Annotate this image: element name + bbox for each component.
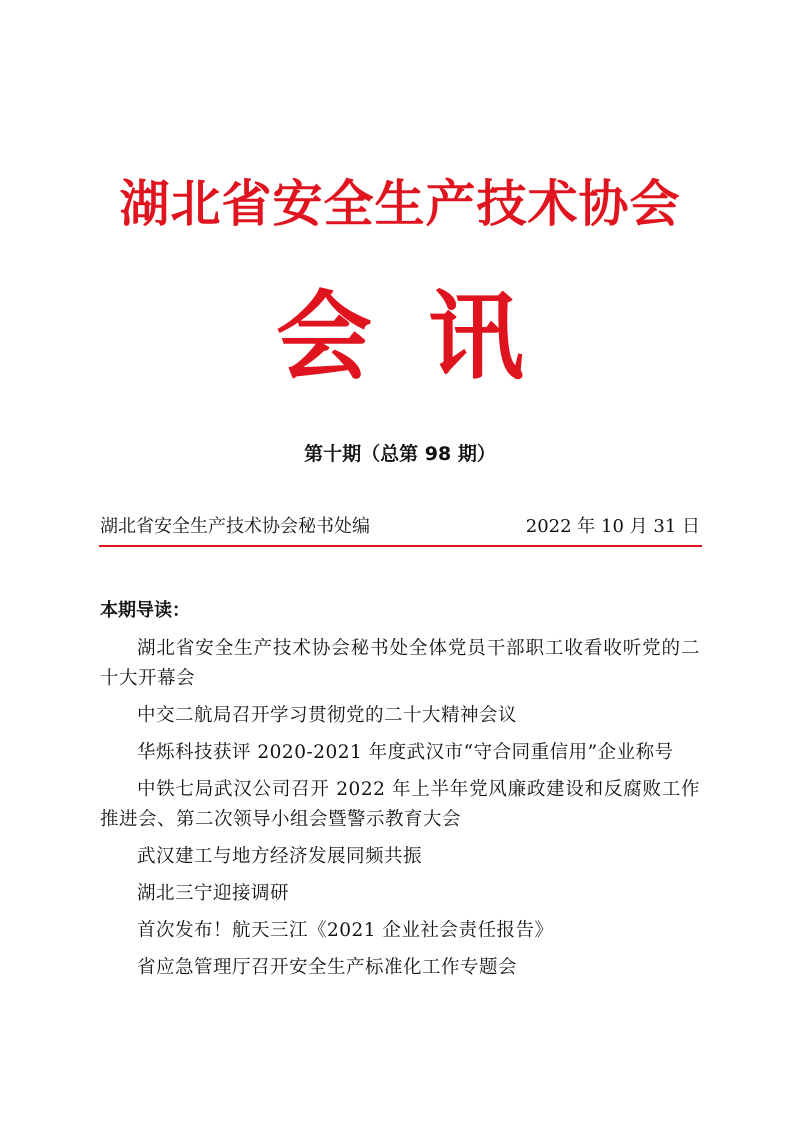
guide-heading: 本期导读： — [100, 600, 190, 621]
red-divider — [99, 545, 702, 547]
guide-item: 中交二航局召开学习贯彻党的二十大精神会议 — [137, 705, 518, 726]
issue-number: 第十期（总第 98 期） — [304, 443, 496, 465]
publication-title: 会讯 — [276, 281, 580, 393]
guide-item: 省应急管理厅召开安全生产标准化工作专题会 — [137, 957, 518, 978]
guide-item: 首次发布！航天三江《2021 企业社会责任报告》 — [137, 920, 554, 941]
guide-item: 华烁科技获评 2020-2021 年度武汉市“守合同重信用”企业称号 — [137, 742, 674, 763]
guide-list — [100, 634, 700, 990]
guide-item: 中铁七局武汉公司召开 2022 年上半年党风廉政建设和反腐败工作推进会、第二次领导小组会暨警示教育大会 — [100, 779, 700, 830]
editor-date-row — [100, 513, 700, 541]
organization-title: 湖北省安全生产技术协会 — [119, 174, 681, 233]
guide-item: 武汉建工与地方经济发展同频共振 — [137, 846, 423, 867]
guide-item: 湖北省安全生产技术协会秘书处全体党员干部职工收看收听党的二十大开幕会 — [100, 638, 700, 689]
publish-date: 2022 年 10 月 31 日 — [525, 516, 700, 537]
guide-item: 湖北三宁迎接调研 — [137, 883, 290, 904]
editor-label: 湖北省安全生产技术协会秘书处编 — [100, 516, 370, 537]
